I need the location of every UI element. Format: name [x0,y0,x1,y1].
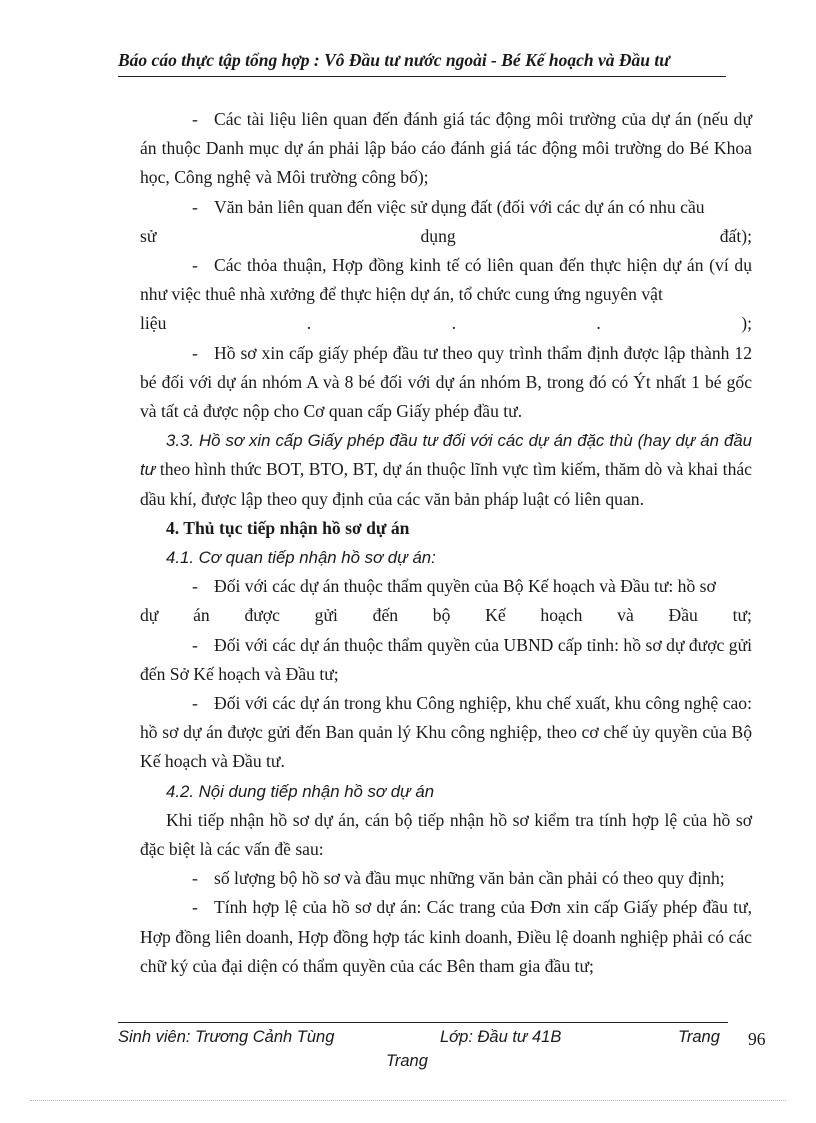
page-bottom-border [30,1100,786,1101]
paragraph-text: Đối với các dự án thuộc thẩm quyền của Bộ Kế hoạch và Đầu tư: hồ sơ [214,576,716,597]
paragraph-land-use [140,193,752,222]
paragraph-land-use-end [140,222,752,251]
heading-section-4-2: 4.2. Nội dung tiếp nhận hồ sơ dự án [166,781,435,801]
section-3-3-text: theo hình thức BOT, BTO, BT, dự án thuộc lĩnh vực tìm kiếm, thăm dò và khai thác dầu khí, được lập theo quy định của các văn bản pháp luật có liên quan. [140,459,752,509]
paragraph-text: Hồ sơ xin cấp giấy phép đầu tư theo quy trình thẩm định được lập thành 12 bé đối với dự án nhóm A và 8 bé đối với dự án nhóm B, trong đó có Ýt nhất 1 bé gốc và tất cả được nộp cho Cơ quan cấp Giấy phép đầu tư. [140,342,752,422]
paragraph-text: số lượng bộ hồ sơ và đầu mục những văn bản cần phải có theo quy định; [214,868,725,889]
footer-student: Sinh viên: Trương Cảnh Tùng [118,1028,335,1046]
paragraph-intake: Khi tiếp nhận hồ sơ dự án, cán bộ tiếp nhận hồ sơ kiểm tra tính hợp lệ của hồ sơ đặc biệt là các vấn đề sau: [140,809,752,860]
bullet-dash: - [192,255,198,276]
heading-section-4-1: 4.1. Cơ quan tiếp nhận hồ sơ dự án: [166,548,436,568]
paragraph-text: Đối với các dự án trong khu Công nghiệp, khu chế xuất, khu công nghệ cao: hồ sơ dự án được gửi đến Ban quản lý Khu công nghiệp, theo cơ chế ủy quyền của Bộ Kế hoạch và Đầu tư. [140,693,752,772]
paragraph-agreements [140,251,752,309]
word: liệu [140,313,167,334]
word: hoạch [540,605,583,626]
word: Kế [485,605,506,626]
paragraph-ministry-end [140,601,752,630]
header-divider [118,76,726,77]
word: được [244,605,280,626]
word: dụng [420,225,456,246]
footer-class: Lớp: Đầu tư 41B [440,1028,562,1046]
page-header: Báo cáo thực tập tổng hợp : Vô Đầu tư nước ngoài - Bé Kế hoạch và Đầu tư [118,50,670,70]
word: tư; [732,605,752,626]
word: gửi [314,605,338,626]
footer-trang-label-2: Trang [386,1052,428,1070]
paragraph-province [140,631,752,689]
bullet-dash: - [192,693,198,714]
bullet-dash: - [192,897,198,918]
word: bộ [432,605,451,626]
word: sử [140,225,157,246]
paragraph-text: Các thỏa thuận, Hợp đồng kinh tế có liên quan đến thực hiện dự án (ví dụ như việc thuê nhà xưởng để thực hiện dự án, tổ chức cung ứng nguyên vật [140,255,752,305]
paragraph-text: Các tài liệu liên quan đến đánh giá tác động môi trường của dự án (nếu dự án thuộc Danh mục dự án phải lập báo cáo đánh giá tác động môi trường do Bé Khoa học, Công nghệ và Môi trường công bố); [140,109,752,188]
footer-divider [118,1022,728,1023]
bullet-dash: - [192,576,198,597]
word: . [306,313,312,334]
paragraph-dossier-count [140,864,752,893]
word: . [596,313,601,334]
word: . [451,313,457,334]
section-3-3-title: 3.3. Hồ sơ xin cấp Giấy phép đầu tư đối với các dự án đặc thù (hay dự án đầu tư [140,431,752,480]
page-number: 96 [748,1029,766,1049]
paragraph-text: Tính hợp lệ của hồ sơ dự án: Các trang của Đơn xin cấp Giấy phép đầu tư, Hợp đồng liên doanh, Hợp đồng hợp tác kinh doanh, Điều lệ doanh nghiệp phải có các chữ ký của đại diện có thẩm quyền của các Bên tham gia đầu tư; [140,897,752,976]
paragraph-validity [140,893,752,981]
bullet-dash: - [192,196,198,217]
word: ); [741,313,752,334]
bullet-dash: - [192,342,198,363]
page-body [140,105,752,981]
paragraph-text: Văn bản liên quan đến việc sử dụng đất (đối với các dự án có nhu cầu [214,196,705,217]
paragraph-agreements-end [140,309,752,338]
word: Đầu [668,605,698,626]
word: án [193,605,210,626]
paragraph-env-docs [140,105,752,193]
word: đất); [719,225,752,246]
word: và [617,605,634,626]
footer-trang-label: Trang [678,1028,720,1046]
word: đến [372,605,399,626]
heading-section-4: 4. Thủ tục tiếp nhận hồ sơ dự án [166,517,410,538]
paragraph-industrial-zone [140,689,752,777]
bullet-dash: - [192,634,198,655]
paragraph-ministry [140,572,752,601]
paragraph-text: Đối với các dự án thuộc thẩm quyền của UBND cấp tỉnh: hồ sơ dự được gửi đến Sở Kế hoạch và Đầu tư; [140,634,752,684]
bullet-dash: - [192,868,198,889]
bullet-dash: - [192,109,198,129]
word: dự [140,605,159,626]
paragraph-license-dossier [140,339,752,427]
section-3-3 [140,426,752,514]
